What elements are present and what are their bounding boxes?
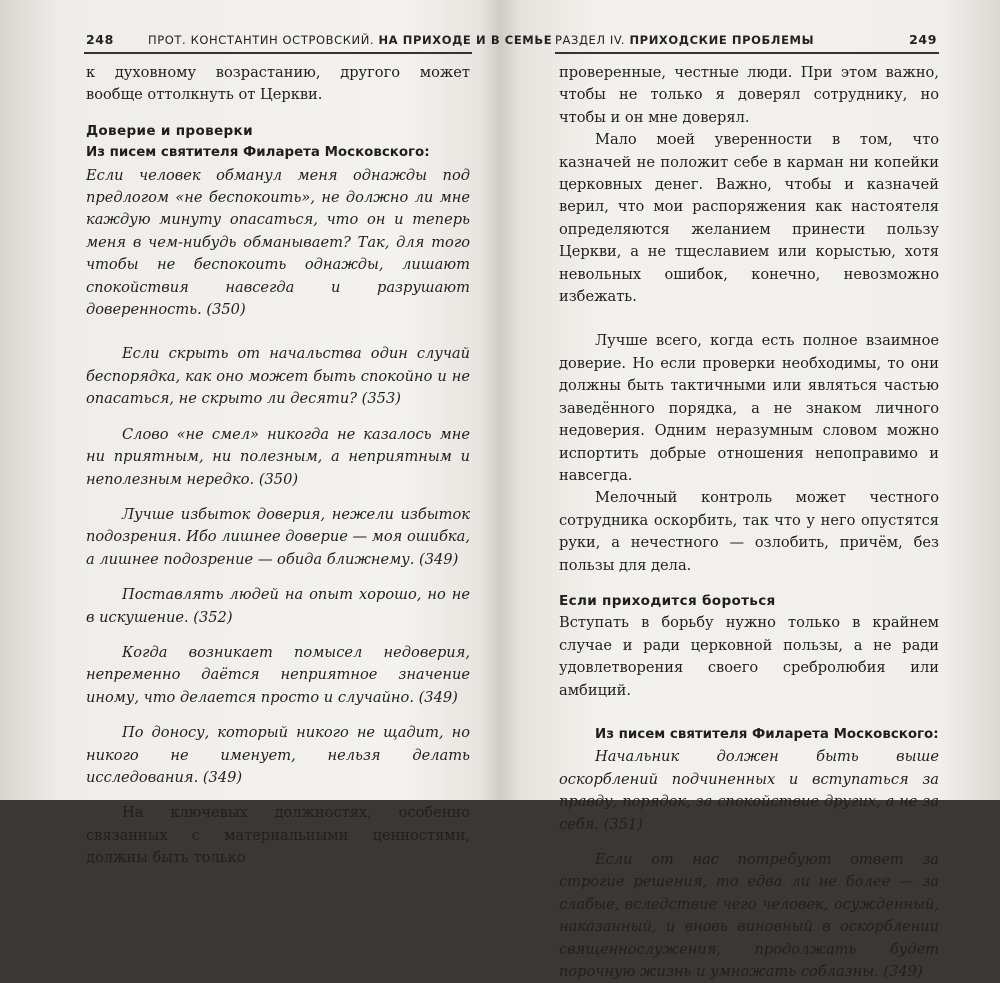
source-heading: Из писем святителя Филарета Московского: bbox=[595, 726, 939, 742]
paragraph: Мелочный контроль может честного сотрудника оскорбить, так что у него опустятся руки, а нечестного — озлобить, причём, без пользы для дела. bbox=[559, 489, 939, 574]
right-page bbox=[555, 0, 947, 981]
quote: Слово «не смел» никогда не казалось мне ни приятным, ни полезным, а неприятным и неполезным нередко. (350) bbox=[86, 425, 470, 488]
source-heading: Из писем святителя Филарета Московского: bbox=[86, 145, 430, 161]
running-title: НА ПРИХОДЕ И В СЕМЬЕ bbox=[378, 33, 553, 47]
quote: Если человек обманул меня однажды под предлогом «не беспокоить», не должно ли мне каждую минуту опасаться, что он и теперь меня в чем-нибудь обманывает? Так, для того чтобы не беспокоить однажды, лишают спокойствия навсегда и разрушают доверенность. (350) bbox=[86, 166, 470, 319]
quote: Когда возникает помысел недоверия, непременно даётся неприятное значение иному, что делается просто и случайно. (349) bbox=[86, 643, 470, 706]
section-heading: Доверие и проверки bbox=[86, 122, 253, 139]
running-title: ПРИХОДСКИЕ ПРОБЛЕМЫ bbox=[629, 33, 815, 47]
running-author: ПРОТ. КОНСТАНТИН ОСТРОВСКИЙ. bbox=[148, 33, 375, 47]
running-header-right bbox=[555, 32, 947, 48]
left-page bbox=[70, 0, 553, 867]
section-heading: Если приходится бороться bbox=[559, 592, 776, 609]
paragraph: Лучше всего, когда есть полное взаимное доверие. Но если проверки необходимы, то они должны быть тактичными или являться частью заведённого порядка, а не знаком личного недоверия. Одним неразумным словом можно испортить добрые отношения непоправимо и навсегда. bbox=[559, 332, 939, 484]
page-number: 248 bbox=[86, 32, 114, 47]
quote: Лучше избыток доверия, нежели избыток подозрения. Ибо лишнее доверие — моя ошибка, а лишнее подозрение — обида ближнему. (349) bbox=[86, 505, 470, 568]
page-number: 249 bbox=[909, 32, 937, 47]
running-header-text bbox=[555, 33, 814, 47]
header-rule bbox=[555, 52, 939, 54]
running-header-left bbox=[70, 32, 553, 48]
quote: Если скрыть от начальства один случай беспорядка, как оно может быть спокойно и не опасаться, не скрыто ли десяти? (353) bbox=[86, 345, 470, 408]
running-section: РАЗДЕЛ IV. bbox=[555, 33, 626, 47]
paragraph: Мало моей уверенности в том, что казначей не положит себе в карман ни копейки церковных денег. Важно, чтобы и казначей верил, что мои распоряжения как настоятеля определяются желанием принести пользу Церкви, а не тщеславием или корыстью, хотя невольных ошибок, конечно, невозможно избежать. bbox=[559, 131, 939, 306]
paragraph: проверенные, честные люди. При этом важно, чтобы не только я доверял сотруднику, но чтобы и он мне доверял. bbox=[559, 64, 939, 126]
quote: Поставлять людей на опыт хорошо, но не в искушение. (352) bbox=[86, 586, 470, 626]
quote: Если от нас потребуют ответ за строгие решения, то едва ли не более — за слабые, вследствие чего человек, осужденный, наказанный, и вновь виновный в оскорблении священнослужения, продолжать будет порочную жизнь и умножать соблазны. (349) bbox=[559, 851, 939, 981]
header-rule bbox=[84, 52, 472, 54]
running-header-text bbox=[148, 33, 552, 47]
quote: По доносу, который никого не щадит, но никого не именует, нельзя делать исследования. (349) bbox=[86, 724, 470, 786]
closing-paragraph: На ключевых должностях, особенно связанных с материальными ценностями, должны быть только bbox=[86, 804, 470, 867]
paragraph: Вступать в борьбу нужно только в крайнем случае и ради церковной пользы, а не ради удовлетворения своего сребролюбия или амбиций. bbox=[559, 614, 939, 699]
page-body bbox=[86, 62, 470, 870]
quote: Начальник должен быть выше оскорблений подчиненных и вступаться за правду, порядок, за спокойствие других, а не за себя. (351) bbox=[559, 748, 939, 833]
intro-paragraph: к духовному возрастанию, другого может вообще оттолкнуть от Церкви. bbox=[86, 64, 470, 104]
page-body bbox=[559, 62, 939, 983]
